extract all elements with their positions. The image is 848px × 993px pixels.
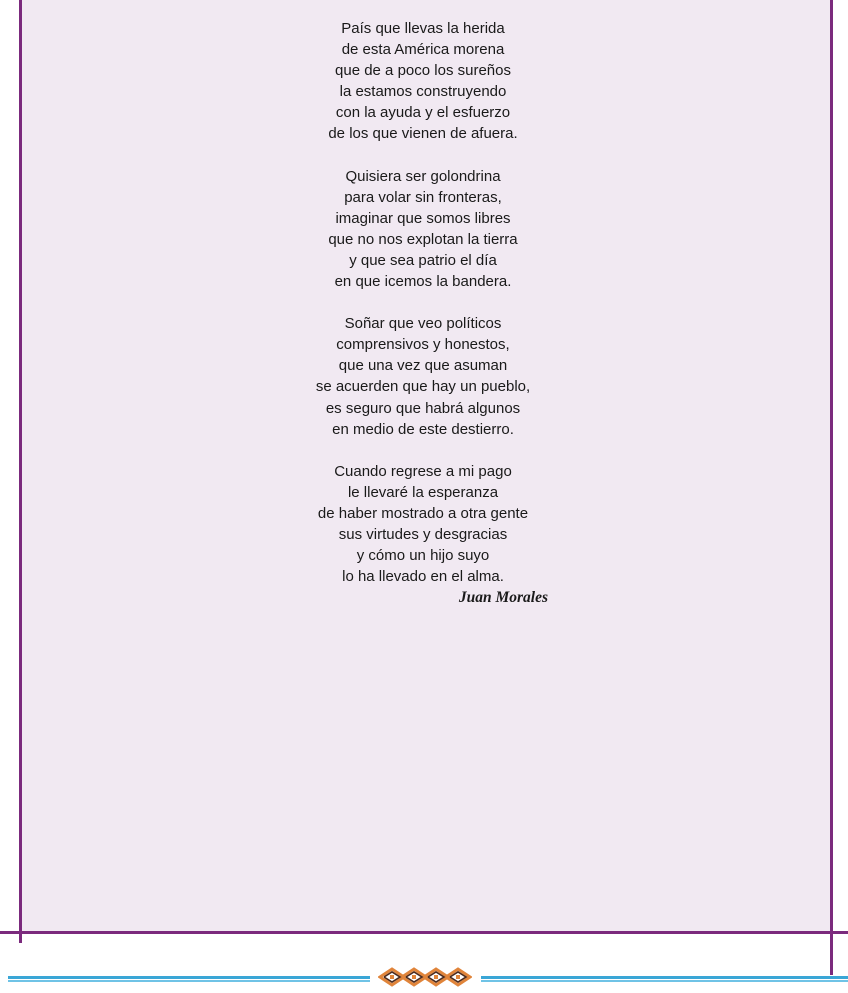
verse-line: que no nos explotan la tierra xyxy=(328,230,518,248)
stanza-2 xyxy=(233,166,613,293)
stanza-1 xyxy=(233,18,613,145)
verse-line: lo ha llevado en el alma. xyxy=(342,568,504,586)
verse-line: País que llevas la herida xyxy=(341,20,505,37)
verse-line: que de a poco los sureños xyxy=(335,62,511,80)
verse-line: de haber mostrado a otra gente xyxy=(317,504,529,522)
verse-line: le llevaré la esperanza xyxy=(347,483,499,501)
stanza-4 xyxy=(233,461,613,588)
left-border xyxy=(19,0,22,943)
right-border xyxy=(830,0,833,975)
zigzag-ornament-icon xyxy=(378,966,472,988)
verse-line: que una vez que asuman xyxy=(338,357,508,375)
verse-line: comprensivos y honestos, xyxy=(336,336,510,354)
footer-line-left xyxy=(8,976,370,982)
verse-line: la estamos construyendo xyxy=(339,83,507,101)
stanza-3 xyxy=(233,313,613,440)
verse-line: de esta América morena xyxy=(341,41,505,59)
verse-line: imaginar que somos libres xyxy=(335,209,511,227)
poem-body xyxy=(233,18,613,587)
verse-line: es seguro que habrá algunos xyxy=(325,399,521,417)
verse-line: en que icemos la bandera. xyxy=(334,273,512,291)
footer-line-right xyxy=(481,976,848,982)
poem-author: Juan Morales xyxy=(458,589,548,606)
verse-line: en medio de este destierro. xyxy=(332,420,514,438)
verse-line: Quisiera ser golondrina xyxy=(345,167,501,185)
verse-line: con la ayuda y el esfuerzo xyxy=(335,104,511,122)
verse-line: Cuando regrese a mi pago xyxy=(334,462,512,480)
verse-line: se acuerden que hay un pueblo, xyxy=(315,378,531,396)
verse-line: Soñar que veo políticos xyxy=(344,315,502,333)
bottom-border xyxy=(0,931,848,934)
verse-line: de los que vienen de afuera. xyxy=(328,125,518,143)
verse-line: para volar sin fronteras, xyxy=(344,188,502,206)
verse-line: y cómo un hijo suyo xyxy=(356,547,490,565)
verse-line: y que sea patrio el día xyxy=(349,251,497,269)
verse-line: sus virtudes y desgracias xyxy=(338,525,508,543)
